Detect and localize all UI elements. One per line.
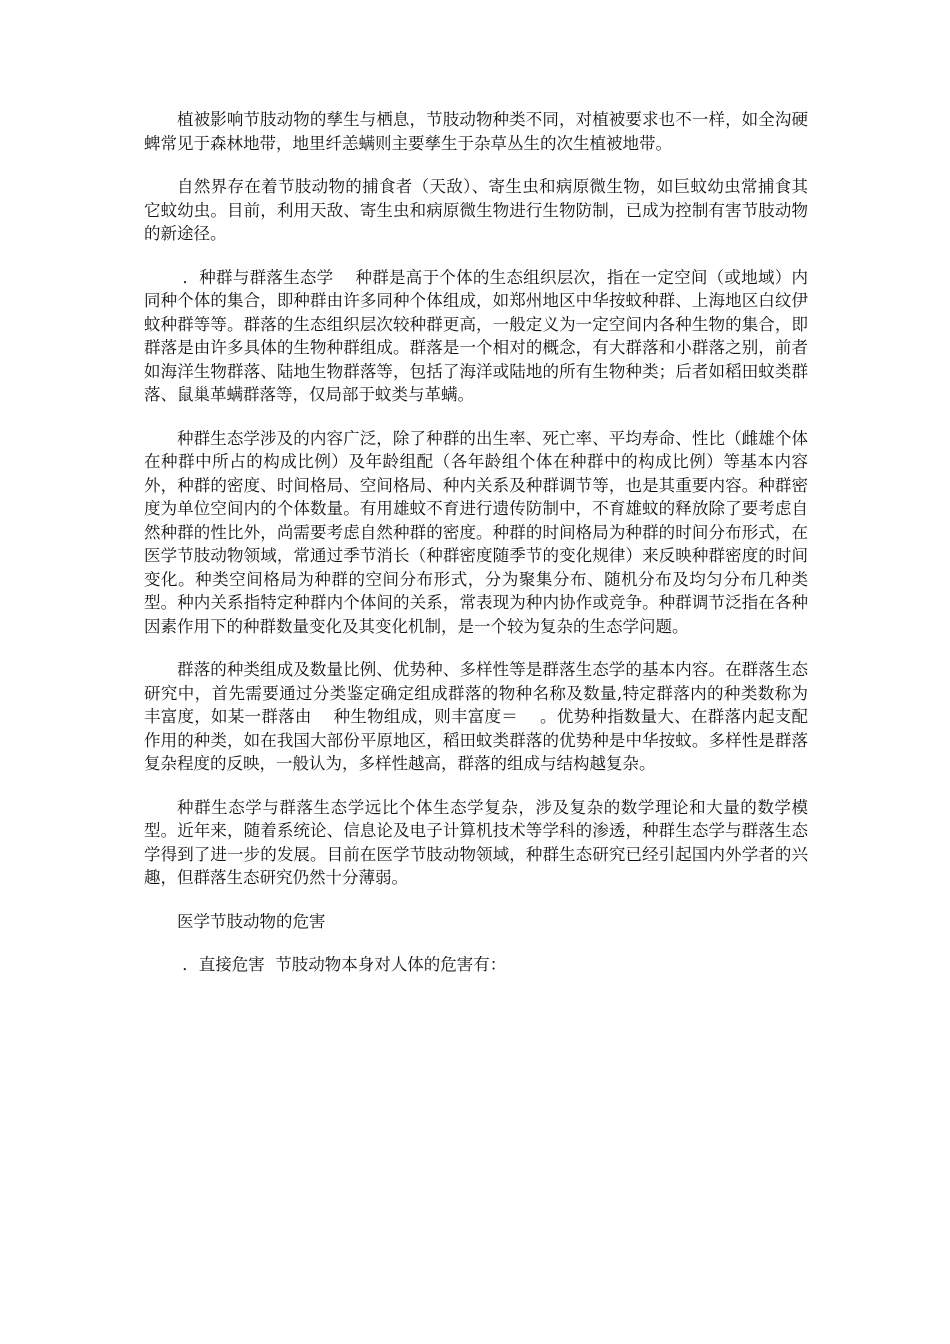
paragraph-community-ecology: 群落的种类组成及数量比例、优势种、多样性等是群落生态学的基本内容。在群落生态研究中，首先需要通过分类鉴定确定组成群落的物种名称及数量,特定群落内的种类数称为丰富度，如某一群落由 种生物组成，则丰富度＝ 。优势种指数量大、在群落内起支配作用的种类，如在我国大部份平原地区，稻田蚊类群落的优势种是中华按蚊。多样性是群落复杂程度的反映，一般认为，多样性越高，群落的组成与结构越复杂。	[144, 660, 808, 773]
paragraph-natural-enemies: 自然界存在着节肢动物的捕食者（天敌）、寄生虫和病原微生物，如巨蚊幼虫常捕食其它蚊幼虫。目前，利用天敌、寄生虫和病原微生物进行生物防制，已成为控制有害节肢动物的新途径。	[144, 177, 808, 243]
section-heading-harm: 医学节肢动物的危害	[177, 911, 326, 931]
paragraph-population-community: ．种群与群落生态学 种群是高于个体的生态组织层次，指在一定空间（或地域）内同种个体的集合，即种群由许多同种个体组成，如郑州地区中华按蚊种群、上海地区白纹伊蚊种群等等。群落的生态组织层次较种群更高，一般定义为一定空间内各种生物的集合，即群落是由许多具体的生物种群组成。群落是一个相对的概念，有大群落和小群落之别，前者如海洋生物群落、陆地生物群落等，包括了海洋或陆地的所有生物种类；后者如稻田蚊类群落、鼠巢革螨群落等，仅局部于蚊类与革螨。	[144, 267, 808, 404]
paragraph-vegetation: 植被影响节肢动物的孳生与栖息，节肢动物种类不同，对植被要求也不一样，如全沟硬蜱常见于森林地带，地里纤恙螨则主要孳生于杂草丛生的次生植被地带。	[144, 110, 808, 153]
document-page	[144, 108, 808, 977]
paragraph-population-ecology: 种群生态学涉及的内容广泛，除了种群的出生率、死亡率、平均寿命、性比（雌雄个体在种群中所占的构成比例）及年龄组配（各年龄组个体在种群中的构成比例）等基本内容外，种群的密度、时间格局、空间格局、种内关系及种群调节等，也是其重要内容。种群密度为单位空间内的个体数量。有用雄蚊不育进行遗传防制中，不育雄蚊的释放除了要考虑自然种群的性比外，尚需要考虑自然种群的密度。种群的时间格局为种群的时间分布形式，在医学节肢动物领域，常通过季节消长（种群密度随季节的变化规律）来反映种群密度的时间变化。种类空间格局为种群的空间分布形式，分为聚集分布、随机分布及均匀分布几种类型。种内关系指特定种群内个体间的关系，常表现为种内协作或竞争。种群调节泛指在各种因素作用下的种群数量变化及其变化机制，是一个较为复杂的生态学问题。	[144, 428, 808, 636]
paragraph-direct-harm: ．直接危害 节肢动物本身对人体的危害有：	[177, 955, 507, 974]
paragraph-ecology-complexity: 种群生态学与群落生态学远比个体生态学复杂，涉及复杂的数学理论和大量的数学模型。近年来，随着系统论、信息论及电子计算机技术等学科的渗透，种群生态学与群落生态学得到了进一步的发展。目前在医学节肢动物领域，种群生态研究已经引起国内外学者的兴趣，但群落生态研究仍然十分薄弱。	[144, 797, 808, 887]
